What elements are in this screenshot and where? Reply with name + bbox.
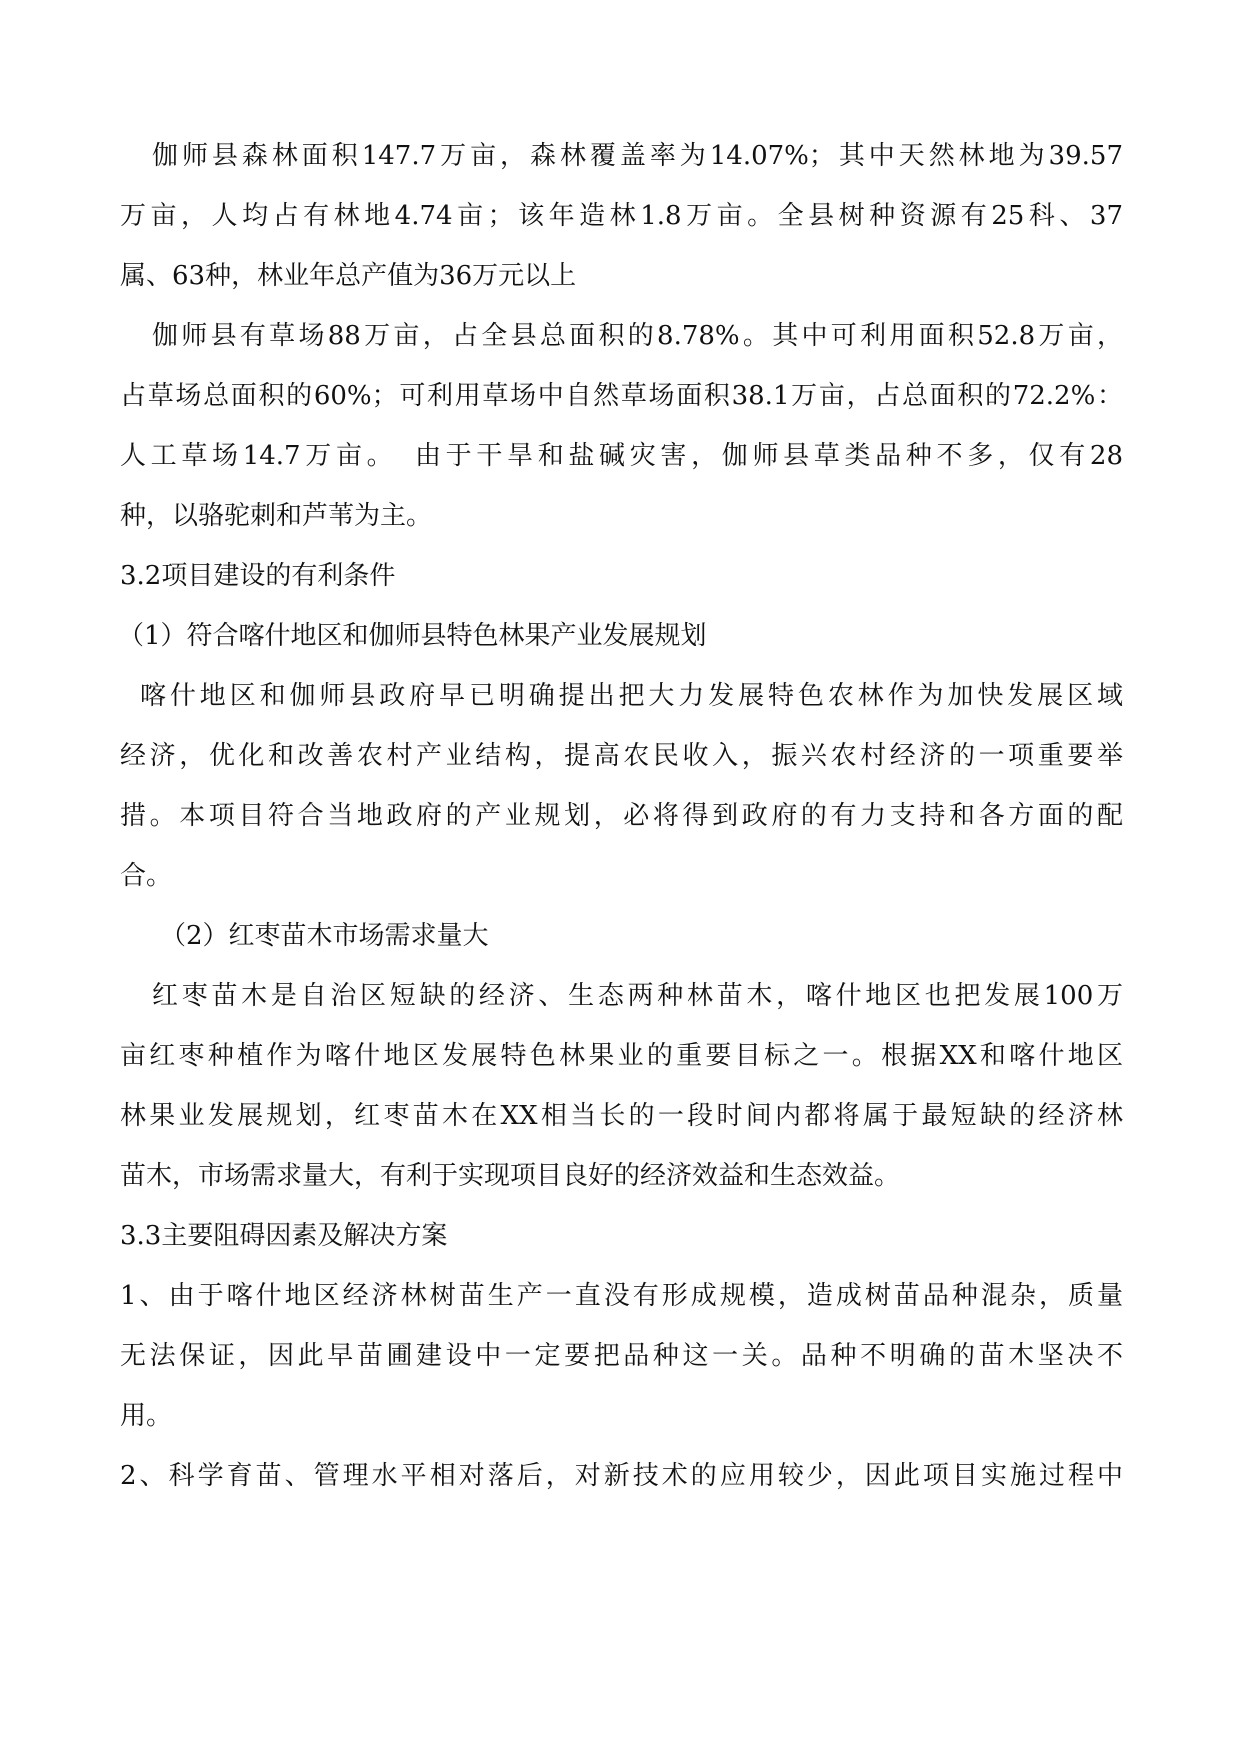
list-item-1-line-1: 1、由于喀什地区经济林树苗生产一直没有形成规模，造成树苗品种混杂，质量	[120, 1281, 1123, 1311]
paragraph-jujube-line-3: 林果业发展规划，红枣苗木在XX相当长的一段时间内都将属于最短缺的经济林	[120, 1101, 1123, 1131]
paragraph-planning-line-2: 经济，优化和改善农村产业结构，提高农民收入，振兴农村经济的一项重要举	[120, 741, 1123, 771]
paragraph-forest-line-2: 万亩，人均占有林地4.74亩；该年造林1.8万亩。全县树种资源有25科、37	[120, 201, 1123, 231]
paragraph-planning-line-4: 合。	[120, 861, 173, 891]
document-page	[120, 126, 1123, 1506]
list-item-2-line-1: 2、科学育苗、管理水平相对落后，对新技术的应用较少，因此项目实施过程中	[120, 1461, 1123, 1491]
paragraph-forest-line-3: 属、63种，林业年总产值为36万元以上	[120, 261, 577, 291]
section-heading-3-3: 3.3主要阻碍因素及解决方案	[120, 1221, 448, 1251]
paragraph-planning-line-1: 喀什地区和伽师县政府早已明确提出把大力发展特色农林作为加快发展区域	[140, 681, 1123, 711]
paragraph-grassland-line-1: 伽师县有草场88万亩，占全县总面积的8.78%。其中可利用面积52.8万亩，	[152, 321, 1123, 351]
paragraph-grassland-line-4: 种，以骆驼刺和芦苇为主。	[120, 501, 433, 531]
list-item-1-line-2: 无法保证，因此早苗圃建设中一定要把品种这一关。品种不明确的苗木坚决不	[120, 1341, 1123, 1371]
paragraph-jujube-line-4: 苗木，市场需求量大，有利于实现项目良好的经济效益和生态效益。	[120, 1161, 901, 1191]
paragraph-jujube-line-1: 红枣苗木是自治区短缺的经济、生态两种林苗木，喀什地区也把发展100万	[152, 981, 1123, 1011]
section-heading-3-2: 3.2项目建设的有利条件	[120, 561, 396, 591]
paragraph-forest-line-1: 伽师县森林面积147.7万亩，森林覆盖率为14.07%；其中天然林地为39.57	[152, 141, 1123, 171]
subheading-2: （2）红枣苗木市场需求量大	[160, 921, 489, 951]
list-item-1-line-3: 用。	[120, 1401, 173, 1431]
paragraph-jujube-line-2: 亩红枣种植作为喀什地区发展特色林果业的重要目标之一。根据XX和喀什地区	[120, 1041, 1123, 1071]
subheading-1: （1）符合喀什地区和伽师县特色林果产业发展规划	[118, 621, 707, 651]
paragraph-planning-line-3: 措。本项目符合当地政府的产业规划，必将得到政府的有力支持和各方面的配	[120, 801, 1123, 831]
paragraph-grassland-line-3: 人工草场14.7万亩。 由于干旱和盐碱灾害，伽师县草类品种不多，仅有28	[120, 441, 1123, 471]
paragraph-grassland-line-2: 占草场总面积的60%；可利用草场中自然草场面积38.1万亩，占总面积的72.2%：	[120, 381, 1123, 411]
